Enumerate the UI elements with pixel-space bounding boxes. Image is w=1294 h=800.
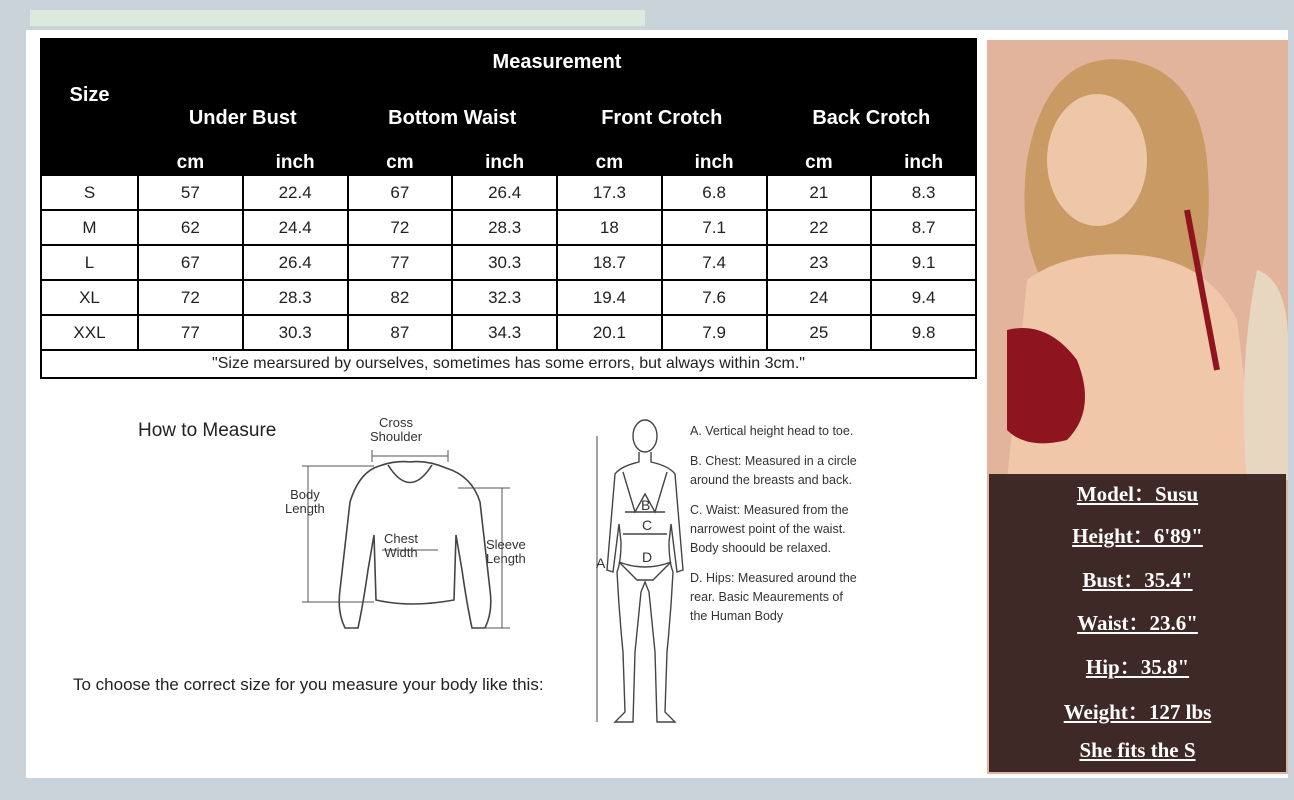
value-cell: 18.7 <box>557 245 662 280</box>
table-row <box>41 175 976 210</box>
model-height: Height：6'89" <box>1072 524 1203 548</box>
body-length-label: Body Length <box>285 487 325 516</box>
model-waist: Waist：23.6" <box>1077 611 1198 635</box>
body-outline <box>607 452 683 722</box>
unit-header: inch <box>662 151 767 175</box>
note-item: D. Hips: Measured around the rear. Basic Meaurements of the Human Body <box>690 571 857 623</box>
group-header: Back Crotch <box>767 85 977 151</box>
measure-instruction: To choose the correct size for you measure your body like this: <box>73 675 544 694</box>
model-face <box>1047 94 1147 226</box>
size-cell: L <box>41 245 138 280</box>
body-diagram <box>595 412 685 732</box>
value-cell: 82 <box>348 280 453 315</box>
body-letter-d: D <box>642 549 653 565</box>
size-cell: XL <box>41 280 138 315</box>
value-cell: 28.3 <box>452 210 557 245</box>
table-row <box>41 315 976 350</box>
bottom-strip <box>0 778 1294 800</box>
value-cell: 18 <box>557 210 662 245</box>
unit-header: cm <box>348 151 453 175</box>
unit-header: inch <box>452 151 557 175</box>
group-header: Bottom Waist <box>348 85 558 151</box>
size-cell: S <box>41 175 138 210</box>
model-info-box <box>989 474 1286 772</box>
model-name: Model：Susu <box>1076 482 1199 506</box>
value-cell: 62 <box>138 210 243 245</box>
value-cell: 6.8 <box>662 175 767 210</box>
value-cell: 32.3 <box>452 280 557 315</box>
value-cell: 9.4 <box>871 280 976 315</box>
value-cell: 34.3 <box>452 315 557 350</box>
value-cell: 67 <box>138 245 243 280</box>
value-cell: 7.6 <box>662 280 767 315</box>
value-cell: 30.3 <box>452 245 557 280</box>
how-to-measure-title: How to Measure <box>138 420 277 441</box>
unit-header: cm <box>767 151 872 175</box>
head-outline <box>633 420 657 452</box>
value-cell: 57 <box>138 175 243 210</box>
unit-header: cm <box>557 151 662 175</box>
value-cell: 72 <box>348 210 453 245</box>
value-cell: 28.3 <box>243 280 348 315</box>
unit-spacer <box>41 151 138 175</box>
value-cell: 26.4 <box>243 245 348 280</box>
shirt-neckline <box>388 465 432 483</box>
top-strip <box>30 10 645 26</box>
cross-shoulder-label: Cross Shoulder <box>370 415 423 444</box>
value-cell: 22.4 <box>243 175 348 210</box>
value-cell: 8.7 <box>871 210 976 245</box>
sleeve-length-label: Sleeve Length <box>486 537 526 566</box>
model-weight: Weight：127 lbs <box>1063 700 1212 724</box>
measurement-notes <box>690 422 860 637</box>
value-cell: 72 <box>138 280 243 315</box>
footnote: "Size mearsured by ourselves, sometimes has some errors, but always within 3cm." <box>41 350 976 378</box>
value-cell: 8.3 <box>871 175 976 210</box>
value-cell: 67 <box>348 175 453 210</box>
note-item: B. Chest: Measured in a circle around the breasts and back. <box>690 454 857 487</box>
value-cell: 26.4 <box>452 175 557 210</box>
value-cell: 25 <box>767 315 872 350</box>
table-row <box>41 280 976 315</box>
size-table <box>40 38 977 379</box>
body-letter-a: A <box>596 555 606 571</box>
value-cell: 17.3 <box>557 175 662 210</box>
table-row <box>41 210 976 245</box>
value-cell: 87 <box>348 315 453 350</box>
value-cell: 20.1 <box>557 315 662 350</box>
value-cell: 77 <box>138 315 243 350</box>
value-cell: 77 <box>348 245 453 280</box>
note-item: C. Waist: Measured from the narrowest point of the waist. Body shoould be relaxed. <box>690 503 849 555</box>
value-cell: 7.9 <box>662 315 767 350</box>
body-letter-b: B <box>641 497 651 513</box>
value-cell: 21 <box>767 175 872 210</box>
group-header: Under Bust <box>138 85 348 151</box>
value-cell: 24.4 <box>243 210 348 245</box>
size-header: Size <box>41 39 138 151</box>
size-cell: XXL <box>41 315 138 350</box>
chest-width-label: Chest Width <box>384 531 418 560</box>
footnote-row <box>41 350 976 378</box>
value-cell: 9.8 <box>871 315 976 350</box>
note-item: A. Vertical height head to toe. <box>690 424 854 438</box>
value-cell: 9.1 <box>871 245 976 280</box>
value-cell: 23 <box>767 245 872 280</box>
value-cell: 22 <box>767 210 872 245</box>
body-letter-c: C <box>642 517 653 533</box>
unit-header: inch <box>871 151 976 175</box>
group-header: Front Crotch <box>557 85 767 151</box>
table-row <box>41 245 976 280</box>
value-cell: 7.4 <box>662 245 767 280</box>
value-cell: 19.4 <box>557 280 662 315</box>
measurement-header: Measurement <box>138 39 976 85</box>
value-cell: 30.3 <box>243 315 348 350</box>
model-hip: Hip：35.8" <box>1085 655 1190 679</box>
unit-header: cm <box>138 151 243 175</box>
size-cell: M <box>41 210 138 245</box>
value-cell: 7.1 <box>662 210 767 245</box>
model-bust: Bust：35.4" <box>1082 568 1193 592</box>
model-fit: She fits the S <box>1079 738 1196 762</box>
value-cell: 24 <box>767 280 872 315</box>
unit-header: inch <box>243 151 348 175</box>
